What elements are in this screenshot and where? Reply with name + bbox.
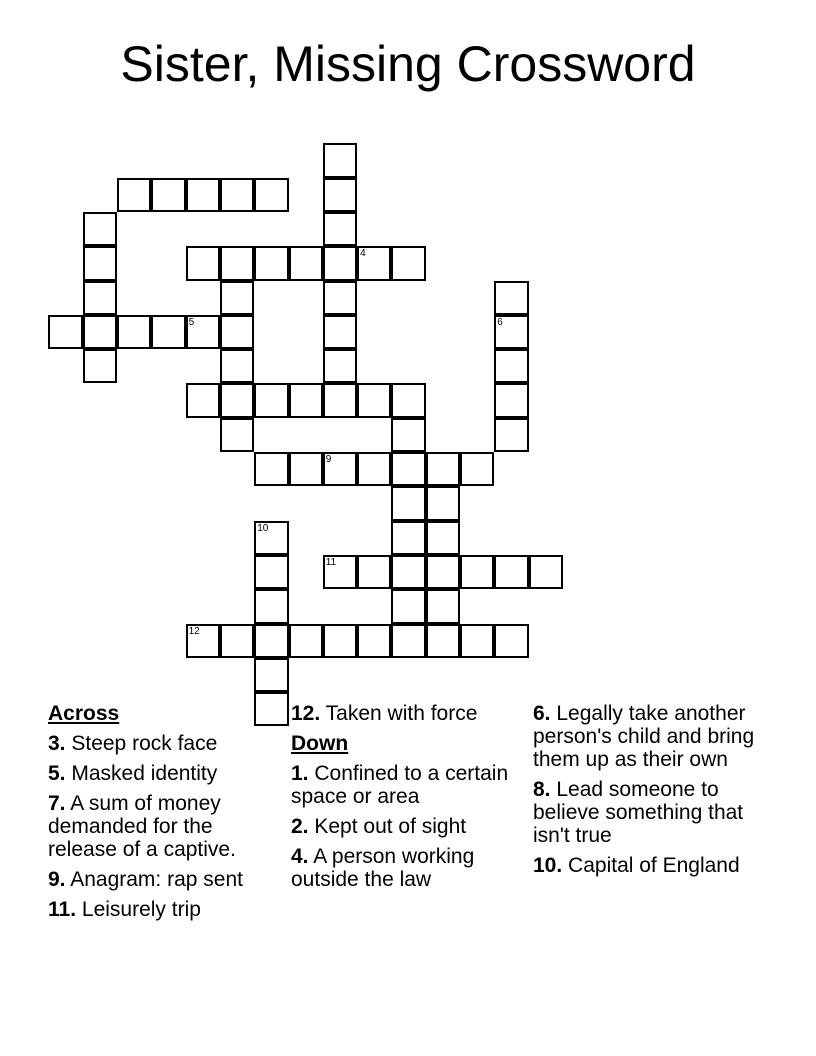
clue-down-6 — [533, 702, 773, 771]
clue-across-11 — [48, 898, 278, 921]
grid-cell[interactable] — [357, 555, 391, 589]
grid-cell[interactable] — [83, 212, 117, 246]
clue-across-12 — [291, 702, 526, 725]
clue-text: Taken with force — [325, 702, 478, 725]
grid-cell[interactable] — [494, 624, 528, 658]
clue-text: Anagram: rap sent — [70, 868, 243, 891]
grid-cell[interactable] — [254, 178, 288, 212]
grid-cell[interactable] — [529, 555, 563, 589]
grid-cell[interactable] — [391, 418, 425, 452]
down-heading: Down — [291, 732, 349, 755]
grid-cell[interactable] — [220, 281, 254, 315]
clue-down-2 — [291, 815, 526, 838]
grid-cell[interactable] — [83, 315, 117, 349]
clue-across-7 — [48, 792, 278, 861]
grid-cell[interactable] — [323, 452, 357, 486]
grid-cell[interactable] — [494, 281, 528, 315]
grid-cell[interactable] — [254, 246, 288, 280]
grid-cell[interactable] — [391, 246, 425, 280]
grid-cell[interactable] — [83, 281, 117, 315]
clue-number: 12. — [291, 702, 321, 725]
grid-cell[interactable] — [323, 315, 357, 349]
grid-cell[interactable] — [323, 281, 357, 315]
grid-cell[interactable] — [323, 555, 357, 589]
clue-across-3 — [48, 732, 278, 755]
cell-number: 4 — [360, 248, 366, 260]
clue-down-1 — [291, 762, 526, 808]
grid-cell[interactable] — [391, 624, 425, 658]
grid-cell[interactable] — [426, 452, 460, 486]
grid-cell[interactable] — [460, 624, 494, 658]
clue-number: 11. — [48, 898, 77, 921]
grid-cell[interactable] — [186, 383, 220, 417]
grid-cell[interactable] — [323, 178, 357, 212]
clue-number: 3. — [48, 732, 66, 755]
grid-cell[interactable] — [323, 349, 357, 383]
clue-number: 1. — [291, 762, 309, 785]
clue-number: 5. — [48, 762, 66, 785]
cell-number: 6 — [497, 316, 503, 328]
cell-number: 12 — [188, 625, 200, 637]
clue-number: 4. — [291, 845, 309, 868]
grid-cell[interactable] — [494, 555, 528, 589]
grid-cell[interactable] — [289, 452, 323, 486]
clue-number: 10. — [533, 854, 563, 877]
grid-cell[interactable] — [323, 212, 357, 246]
grid-cell[interactable] — [186, 624, 220, 658]
grid-cell[interactable] — [117, 178, 151, 212]
cell-number: 11 — [325, 556, 337, 568]
grid-cell[interactable] — [220, 383, 254, 417]
clues-column-3 — [533, 702, 773, 884]
clue-text: Legally take another person's child and bring them up as their own — [533, 702, 755, 771]
grid-cell[interactable] — [323, 246, 357, 280]
clue-text: Masked identity — [71, 762, 218, 785]
grid-cell[interactable] — [494, 383, 528, 417]
clues-column-2 — [291, 702, 526, 898]
grid-cell[interactable] — [186, 178, 220, 212]
grid-cell[interactable] — [220, 178, 254, 212]
clue-number: 2. — [291, 815, 309, 838]
grid-cell[interactable] — [151, 178, 185, 212]
grid-cell[interactable] — [494, 349, 528, 383]
grid-cell[interactable] — [254, 658, 288, 692]
cell-number: 10 — [257, 522, 269, 534]
clue-number: 9. — [48, 868, 66, 891]
clue-across-5 — [48, 762, 278, 785]
grid-cell[interactable] — [426, 589, 460, 623]
grid-cell[interactable] — [426, 521, 460, 555]
clue-down-10 — [533, 854, 773, 877]
clues-column-1 — [48, 702, 278, 928]
grid-cell[interactable] — [357, 452, 391, 486]
grid-cell[interactable] — [357, 624, 391, 658]
clue-text: Confined to a certain space or area — [291, 762, 509, 808]
grid-cell[interactable] — [83, 246, 117, 280]
grid-cell[interactable] — [220, 418, 254, 452]
grid-cell[interactable] — [494, 315, 528, 349]
grid-cell[interactable] — [254, 452, 288, 486]
grid-cell[interactable] — [117, 315, 151, 349]
grid-cell[interactable] — [460, 452, 494, 486]
grid-cell[interactable] — [391, 555, 425, 589]
grid-cell[interactable] — [460, 555, 494, 589]
grid-cell[interactable] — [494, 418, 528, 452]
grid-cell[interactable] — [391, 486, 425, 520]
grid-cell[interactable] — [289, 246, 323, 280]
grid-cell[interactable] — [83, 349, 117, 383]
grid-cell[interactable] — [426, 486, 460, 520]
grid-cell[interactable] — [391, 452, 425, 486]
clue-text: Capital of England — [568, 854, 740, 877]
grid-cell[interactable] — [254, 624, 288, 658]
cell-number: 5 — [188, 316, 195, 328]
grid-cell[interactable] — [357, 246, 391, 280]
grid-cell[interactable] — [323, 143, 357, 177]
grid-cell[interactable] — [254, 383, 288, 417]
grid-cell[interactable] — [254, 589, 288, 623]
page-title: Sister, Missing Crossword — [120, 36, 696, 92]
grid-cell[interactable] — [323, 383, 357, 417]
clue-text: Lead someone to believe something that isn't true — [533, 778, 744, 847]
clue-number: 6. — [533, 702, 551, 725]
grid-cell[interactable] — [289, 383, 323, 417]
grid-cell[interactable] — [254, 555, 288, 589]
clue-text: Leisurely trip — [81, 898, 201, 921]
grid-cell[interactable] — [391, 383, 425, 417]
grid-cell[interactable] — [426, 555, 460, 589]
grid-cell[interactable] — [357, 383, 391, 417]
clue-number: 8. — [533, 778, 551, 801]
grid-cell[interactable] — [48, 315, 82, 349]
grid-cell[interactable] — [151, 315, 185, 349]
clue-text: A sum of money demanded for the release of a captive. — [48, 792, 236, 861]
grid-cell[interactable] — [323, 624, 357, 658]
grid-cell[interactable] — [220, 349, 254, 383]
clue-across-9 — [48, 868, 278, 891]
cell-number: 9 — [325, 454, 332, 465]
clue-text: A person working outside the law — [291, 845, 475, 891]
grid-cell[interactable] — [186, 246, 220, 280]
grid-cell[interactable] — [186, 315, 220, 349]
clue-number: 7. — [48, 792, 66, 815]
grid-cell[interactable] — [254, 521, 288, 555]
grid-cell[interactable] — [220, 246, 254, 280]
grid-cell[interactable] — [220, 624, 254, 658]
grid-cell[interactable] — [391, 521, 425, 555]
grid-cell[interactable] — [426, 624, 460, 658]
clue-down-4 — [291, 845, 526, 891]
grid-cell[interactable] — [220, 315, 254, 349]
clue-down-8 — [533, 778, 773, 847]
grid-cell[interactable] — [391, 589, 425, 623]
across-heading: Across — [48, 702, 120, 725]
clue-text: Steep rock face — [71, 732, 218, 755]
grid-cell[interactable] — [289, 624, 323, 658]
clue-text: Kept out of sight — [314, 815, 467, 838]
